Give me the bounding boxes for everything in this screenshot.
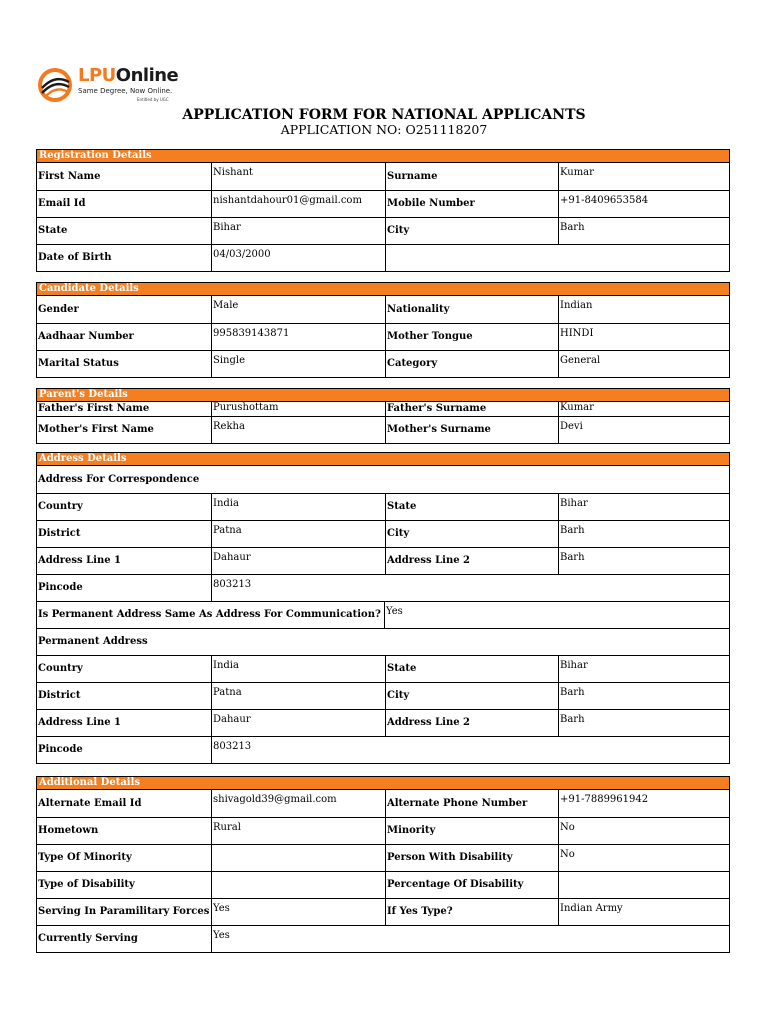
type-of-disability-value bbox=[211, 872, 385, 898]
alt-phone-value: +91-7889961942 bbox=[558, 790, 729, 817]
corr-district-value: Patna bbox=[211, 521, 385, 547]
field-label: Aadhaar Number bbox=[38, 331, 134, 342]
nationality-value: Indian bbox=[558, 296, 729, 323]
lpu-online-logo bbox=[36, 64, 186, 106]
table-row bbox=[37, 323, 729, 350]
father-surname-value: Kumar bbox=[558, 402, 729, 416]
field-label: Alternate Email Id bbox=[38, 797, 142, 809]
parents-details-section bbox=[36, 388, 730, 444]
table-row bbox=[37, 736, 729, 763]
field-label: Email Id bbox=[38, 198, 86, 209]
logo-ugc-note: Entitled by UGC bbox=[137, 97, 169, 102]
corr-country-value: India bbox=[211, 494, 385, 520]
mother-first-name-value: Rekha bbox=[211, 417, 385, 443]
form-title: APPLICATION FORM FOR NATIONAL APPLICANTS bbox=[182, 107, 586, 123]
city-value: Barh bbox=[558, 218, 729, 244]
section-heading: Candidate Details bbox=[37, 283, 729, 296]
field-label: Mother's Surname bbox=[385, 417, 558, 443]
field-label: Father's First Name bbox=[38, 403, 150, 414]
table-row bbox=[37, 466, 729, 493]
field-label: Country bbox=[38, 501, 83, 512]
table-row bbox=[37, 493, 729, 520]
additional-details-section bbox=[36, 776, 730, 953]
field-label: Nationality bbox=[385, 296, 558, 323]
field-label: District bbox=[38, 528, 81, 539]
table-row bbox=[37, 898, 729, 925]
paramilitary-value: Yes bbox=[211, 899, 385, 925]
table-row bbox=[37, 296, 729, 323]
field-label: Hometown bbox=[38, 825, 99, 836]
same-address-value: Yes bbox=[384, 602, 729, 628]
category-value: General bbox=[558, 351, 729, 377]
field-label: City bbox=[385, 683, 558, 709]
service-type-value: Indian Army bbox=[558, 899, 729, 925]
field-label: City bbox=[385, 521, 558, 547]
empty-cell bbox=[385, 245, 729, 271]
field-label: Person With Disability bbox=[385, 845, 558, 871]
corr-state-value: Bihar bbox=[558, 494, 729, 520]
section-heading: Address Details bbox=[37, 453, 729, 466]
subsection-heading: Address For Correspondence bbox=[38, 473, 200, 485]
corr-line1-value: Dahaur bbox=[211, 548, 385, 574]
field-label: Type of Disability bbox=[38, 879, 135, 890]
dob-value: 04/03/2000 bbox=[211, 245, 385, 271]
perm-city-value: Barh bbox=[558, 683, 729, 709]
section-heading: Parent's Details bbox=[37, 389, 729, 402]
marital-status-value: Single bbox=[211, 351, 385, 377]
table-row bbox=[37, 628, 729, 655]
table-row bbox=[37, 217, 729, 244]
field-label: State bbox=[385, 494, 558, 520]
field-label: District bbox=[38, 690, 81, 701]
surname-value: Kumar bbox=[558, 163, 729, 190]
table-row bbox=[37, 844, 729, 871]
field-label: Is Permanent Address Same As Address For Communication? bbox=[38, 609, 381, 620]
lpu-emblem-icon bbox=[36, 66, 74, 104]
field-label: Type Of Minority bbox=[38, 852, 132, 863]
mobile-value: +91-8409653584 bbox=[558, 191, 729, 217]
table-row bbox=[37, 163, 729, 190]
logo-tagline: Same Degree, Now Online. bbox=[78, 87, 173, 95]
field-label: State bbox=[385, 656, 558, 682]
table-row bbox=[37, 790, 729, 817]
table-row bbox=[37, 925, 729, 952]
field-label: Address Line 1 bbox=[38, 555, 122, 566]
aadhaar-value: 995839143871 bbox=[211, 324, 385, 350]
field-label: Surname bbox=[385, 163, 558, 190]
registration-details-section bbox=[36, 149, 730, 272]
field-label: Marital Status bbox=[38, 358, 119, 369]
table-row bbox=[37, 655, 729, 682]
field-label: Serving In Paramilitary Forces bbox=[38, 906, 210, 917]
field-label: Pincode bbox=[38, 582, 83, 593]
field-label: First Name bbox=[38, 170, 101, 182]
section-heading: Registration Details bbox=[37, 150, 729, 163]
field-label: Minority bbox=[385, 818, 558, 844]
table-row bbox=[37, 416, 729, 443]
field-label: Mother's First Name bbox=[38, 424, 154, 435]
field-label: Category bbox=[385, 351, 558, 377]
alt-email-value: shivagold39@gmail.com bbox=[211, 790, 385, 817]
table-row bbox=[37, 871, 729, 898]
perm-state-value: Bihar bbox=[558, 656, 729, 682]
table-row bbox=[37, 402, 729, 416]
table-row bbox=[37, 682, 729, 709]
disability-value: No bbox=[558, 845, 729, 871]
perm-pincode-value: 803213 bbox=[211, 737, 729, 763]
perm-district-value: Patna bbox=[211, 683, 385, 709]
table-row bbox=[37, 350, 729, 377]
field-label: Mobile Number bbox=[385, 191, 558, 217]
field-label: Address Line 2 bbox=[385, 548, 558, 574]
field-label: Pincode bbox=[38, 744, 83, 755]
table-row bbox=[37, 709, 729, 736]
mother-tongue-value: HINDI bbox=[558, 324, 729, 350]
perm-country-value: India bbox=[211, 656, 385, 682]
field-label: City bbox=[385, 218, 558, 244]
field-label: Alternate Phone Number bbox=[385, 790, 558, 817]
table-row bbox=[37, 547, 729, 574]
corr-pincode-value: 803213 bbox=[211, 575, 729, 601]
perm-line2-value: Barh bbox=[558, 710, 729, 736]
email-value: nishantdahour01@gmail.com bbox=[211, 191, 385, 217]
field-label: Currently Serving bbox=[38, 933, 138, 944]
first-name-value: Nishant bbox=[211, 163, 385, 190]
table-row bbox=[37, 817, 729, 844]
section-heading: Additional Details bbox=[37, 777, 729, 790]
table-row bbox=[37, 244, 729, 271]
corr-city-value: Barh bbox=[558, 521, 729, 547]
perm-line1-value: Dahaur bbox=[211, 710, 385, 736]
table-row bbox=[37, 601, 729, 628]
state-value: Bihar bbox=[211, 218, 385, 244]
mother-surname-value: Devi bbox=[558, 417, 729, 443]
table-row bbox=[37, 574, 729, 601]
father-first-name-value: Purushottam bbox=[211, 402, 385, 416]
table-row bbox=[37, 520, 729, 547]
hometown-value: Rural bbox=[211, 818, 385, 844]
subsection-heading: Permanent Address bbox=[38, 636, 148, 647]
field-label: Address Line 1 bbox=[38, 717, 122, 728]
application-number: APPLICATION NO: O251118207 bbox=[280, 122, 488, 137]
type-of-minority-value bbox=[211, 845, 385, 871]
currently-serving-value: Yes bbox=[211, 926, 729, 952]
field-label: Mother Tongue bbox=[385, 324, 558, 350]
field-label: Gender bbox=[38, 303, 79, 315]
gender-value: Male bbox=[211, 296, 385, 323]
field-label: If Yes Type? bbox=[385, 899, 558, 925]
table-row bbox=[37, 190, 729, 217]
field-label: Father's Surname bbox=[385, 402, 558, 416]
field-label: Percentage Of Disability bbox=[385, 872, 558, 898]
minority-value: No bbox=[558, 818, 729, 844]
field-label: Address Line 2 bbox=[385, 710, 558, 736]
field-label: Country bbox=[38, 663, 83, 674]
address-details-section bbox=[36, 452, 730, 764]
field-label: State bbox=[38, 225, 68, 236]
logo-brand: LPUOnline bbox=[78, 65, 179, 86]
candidate-details-section bbox=[36, 282, 730, 378]
disability-percentage-value bbox=[558, 872, 729, 898]
field-label: Date of Birth bbox=[38, 252, 112, 263]
corr-line2-value: Barh bbox=[558, 548, 729, 574]
